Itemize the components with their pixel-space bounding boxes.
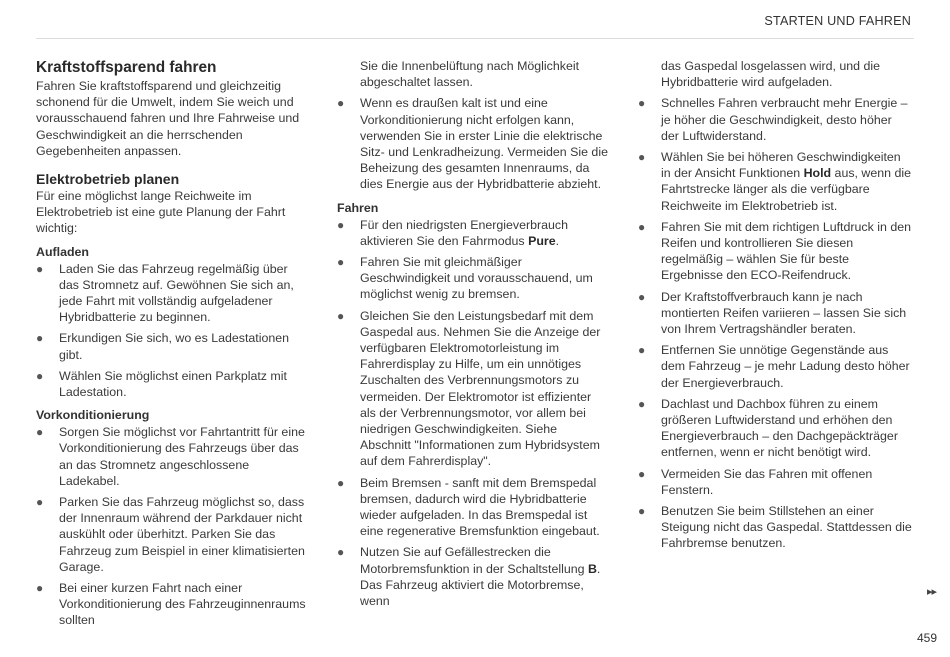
bullet-icon: ● [638, 150, 646, 165]
list-vorkonditionierung [36, 424, 308, 628]
bullet-icon: ● [638, 504, 646, 519]
list-item: ● Entfernen Sie unnötige Gegenstände aus dem Fahrzeug – je mehr Ladung desto höher der Energieverbrauch. [638, 343, 910, 390]
bullet-icon: ● [337, 545, 345, 560]
list-item: ● Fahren Sie mit dem richtigen Luftdruck in den Reifen und kontrollieren Sie diesen regelmäßig – wählen Sie für beste Ergebnisse den ECO-Reifendruck. [638, 219, 912, 283]
bullet-icon: ● [36, 581, 44, 596]
heading-vorkonditionierung: Vorkonditionierung [36, 408, 150, 423]
bullet-icon: ● [638, 466, 646, 481]
list-item: ● Schnelles Fahren verbraucht mehr Energie – je höher die Geschwindigkeit, desto höher der Luftwiderstand. [638, 96, 908, 143]
list-fahren [337, 217, 609, 610]
list-vorkonditionierung-cont [337, 95, 609, 192]
section-header: STARTEN UND FAHREN [764, 14, 911, 28]
subsection-intro: Für eine möglichst lange Reichweite im Elektrobetrieb ist eine gute Planung der Fahrt wichtig: [36, 189, 286, 236]
list-item: ● Wenn es draußen kalt ist und eine Vorkonditionierung nicht erfolgen kann, verwenden Sie in erster Linie die elektrische Sitz- und Lenkradheizung. Vermeiden Sie die Beheizung des gesamten Innenraums, da dies Energie aus der Hybridbatterie abzieht. [337, 96, 608, 192]
list-item: ● Fahren Sie mit gleichmäßiger Geschwindigkeit und vorausschauend, um möglichst wenig zu bremsen. [337, 255, 593, 302]
list-fahren-cont [638, 95, 912, 551]
list-item: ● Wählen Sie möglichst einen Parkplatz mit Ladestation. [36, 368, 287, 400]
bullet-icon: ● [638, 219, 646, 234]
list-item: ● Nutzen Sie auf Gefällestrecken die Motorbremsfunktion in der Schaltstellung B. Das Fahrzeug aktiviert die Motorbremse, wenn [337, 545, 601, 609]
page-number: 459 [916, 630, 937, 645]
bullet-icon: ● [36, 368, 44, 383]
header-divider [36, 38, 914, 39]
gear-position-b: B [587, 561, 597, 576]
list-item: ● Dachlast und Dachbox führen zu einem größeren Luftwiderstand und erhöhen den Energieverbrauch – den Dachgepäckträger entfernen, wenn er nicht benötigt wird. [638, 396, 898, 460]
bullet-icon: ● [337, 217, 345, 232]
list-item: ● Bei einer kurzen Fahrt nach einer Vorkonditionierung des Fahrzeuginnenraums sollten [36, 581, 306, 628]
bullet-icon: ● [337, 475, 345, 490]
subsection-title: Elektrobetrieb planen [36, 171, 180, 188]
bullet-icon: ● [36, 261, 44, 276]
bullet-icon: ● [337, 308, 345, 323]
bullet-icon: ● [337, 96, 345, 111]
continued-text: Sie die Innenbelüftung nach Möglichkeit abgeschaltet lassen. [360, 59, 580, 90]
bullet-icon: ● [638, 396, 646, 411]
function-hold: Hold [803, 166, 832, 181]
mode-pure: Pure [528, 233, 556, 248]
bullet-icon: ● [638, 343, 646, 358]
list-item: ● Benutzen Sie beim Stillstehen an einer Steigung nicht das Gaspedal. Stattdessen die Fahrbremse benutzen. [638, 504, 912, 551]
column-right [638, 58, 912, 557]
column-middle [337, 58, 609, 614]
list-item: ● Laden Sie das Fahrzeug regelmäßig über das Stromnetz auf. Gewöhnen Sie sich an, jede Fahrt mit vollständig aufgeladener Hybridbatterie zu beginnen. [36, 261, 294, 325]
list-aufladen [36, 261, 308, 401]
bullet-icon: ● [638, 289, 646, 304]
list-item: ● Vermeiden Sie das Fahren mit offenen Fenstern. [638, 466, 873, 497]
list-item: ● Der Kraftstoffverbrauch kann je nach montierten Reifen variieren – lassen Sie sich von Ihrem Vertragshändler beraten. [638, 289, 907, 337]
list-item: ● Wählen Sie bei höheren Geschwindigkeiten in der Ansicht Funktionen Hold aus, wenn die Fahrtstrecke länger als die verfügbare Reichweite im Elektrobetrieb ist. [638, 150, 912, 213]
bullet-icon: ● [638, 96, 646, 111]
heading-aufladen: Aufladen [36, 244, 90, 259]
list-item: ● Gleichen Sie den Leistungsbedarf mit dem Gaspedal aus. Nehmen Sie die Anzeige der verfügbaren Elektromotorleistung im Fahrerdisplay zu Hilfe, um ein unnötiges Zuschalten des Verbrennungsmotors zu vermeiden. Der Elektromotor ist effizienter als der Verbrennungsmotor, vor allem bei niedrigen Geschwindigkeiten. Siehe Abschnitt "Informationen zum Hybridsystem auf dem Fahrerdisplay". [337, 308, 601, 469]
bullet-icon: ● [36, 425, 44, 440]
list-item: ● Erkundigen Sie sich, wo es Ladestationen gibt. [36, 331, 290, 362]
bullet-icon: ● [36, 495, 44, 510]
bullet-icon: ● [337, 255, 345, 270]
column-left [36, 58, 308, 634]
page-title: Kraftstoffsparend fahren [36, 59, 217, 76]
heading-fahren: Fahren [337, 200, 379, 215]
list-item: ● Sorgen Sie möglichst vor Fahrtantritt für eine Vorkonditionierung des Fahrzeugs über das an das Stromnetz angeschlossene Ladekabel. [36, 425, 305, 488]
continued-text: das Gaspedal losgelassen wird, und die Hybridbatterie wird aufgeladen. [661, 59, 881, 90]
bullet-icon: ● [36, 331, 44, 346]
list-item: ● Parken Sie das Fahrzeug möglichst so, dass der Innenraum während der Parkdauer nicht auskühlt oder überhitzt. Parken Sie das Fahrzeug zum Beispiel in einer klimatisierten Garage. [36, 495, 305, 574]
list-item: ● Für den niedrigsten Energieverbrauch aktivieren Sie den Fahrmodus Pure. [337, 217, 569, 248]
list-item: ● Beim Bremsen - sanft mit dem Bremspedal bremsen, dadurch wird die Hybridbatterie wieder aufgeladen. In das Bremspedal ist eine regenerative Bremsfunktion eingebaut. [337, 475, 600, 539]
intro-paragraph: Fahren Sie kraftstoffsparend und gleichzeitig schonend für die Umwelt, indem Sie weich und vorausschauend fahren und Ihre Fahrweise und Geschwindigkeit an die herrschenden Gegebenheiten anpassen. [36, 79, 300, 158]
next-page-icon[interactable]: ▸▸ [926, 585, 936, 598]
